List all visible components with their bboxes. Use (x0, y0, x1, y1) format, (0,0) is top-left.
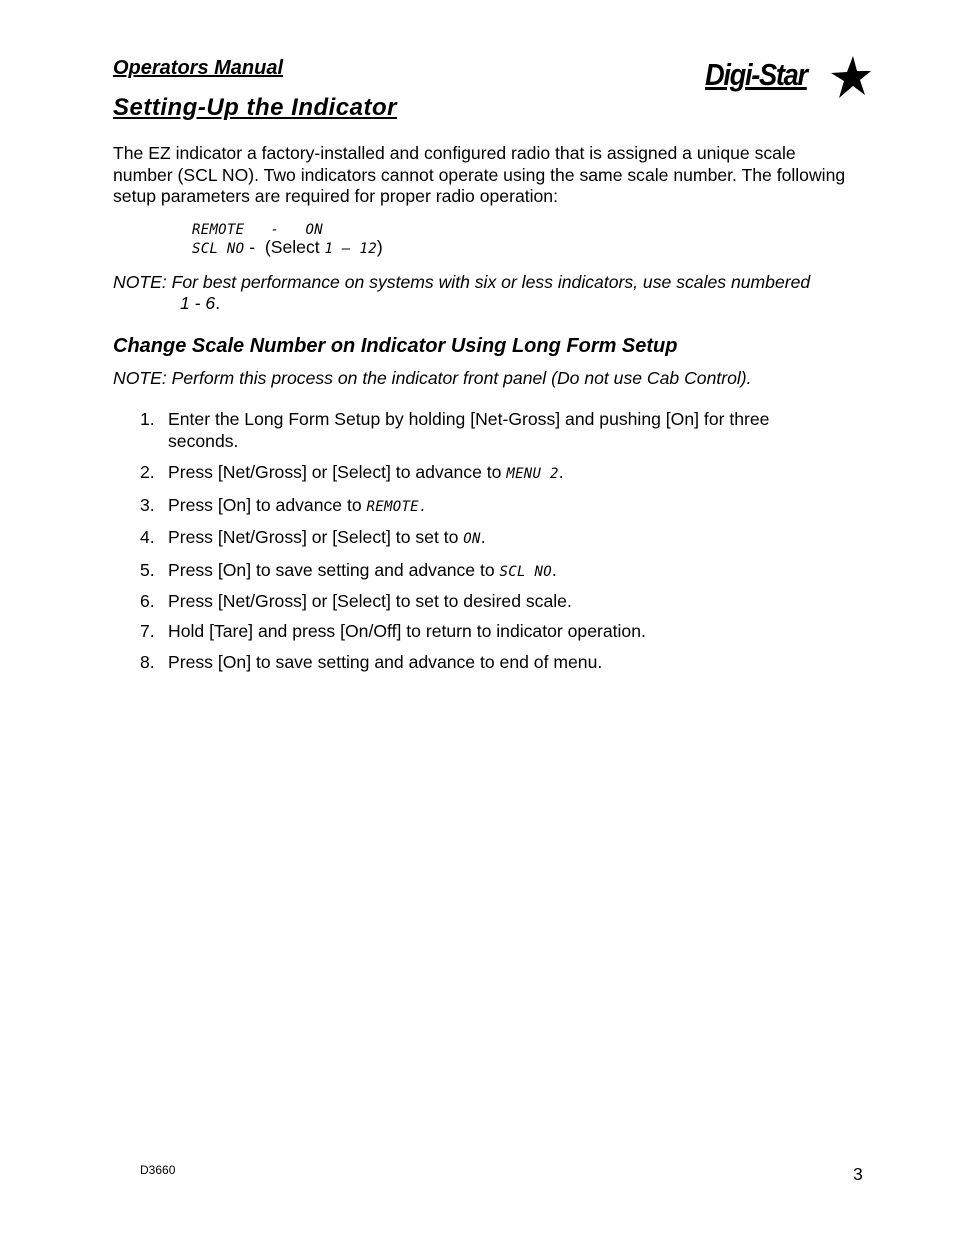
note-front-panel: NOTE: Perform this process on the indicator front panel (Do not use Cab Control). (113, 368, 752, 388)
subsection-title: Change Scale Number on Indicator Using Long Form Setup (113, 335, 678, 357)
segment-display-text: MENU 2 (506, 466, 559, 482)
logo-text: Digi-Star (705, 57, 807, 92)
step-number: 8. (140, 652, 155, 672)
segment-display-text: 1 – 12 (324, 241, 377, 257)
step-text-pre: Press [Net/Gross] or [Select] to set to (168, 527, 464, 547)
note-range: 1 - 6 (180, 293, 216, 313)
step-number: 3. (140, 495, 155, 515)
step-text-pre: Press [On] to advance to (168, 495, 367, 515)
list-item (140, 559, 557, 581)
digi-star-logo (705, 55, 870, 101)
param-text: ) (376, 237, 383, 257)
step-text-post: . (558, 462, 564, 482)
step-text (168, 526, 828, 550)
step-text-post: . (480, 527, 486, 547)
step-text-pre: Press [On] to save setting and advance to (168, 560, 500, 580)
document-code: D3660 (140, 1163, 176, 1177)
param-text: - (Select (244, 237, 325, 257)
step-number: 2. (140, 462, 155, 482)
step-text-pre: Press [Net/Gross] or [Select] to advance to (168, 462, 507, 482)
segment-display-text: SCL NO (192, 241, 245, 257)
segment-display-text: REMOTE - ON (192, 222, 323, 238)
list-item (140, 620, 646, 642)
step-number: 1. (140, 409, 155, 429)
step-number: 6. (140, 591, 155, 611)
list-item (140, 461, 564, 483)
step-text (168, 494, 828, 518)
step-number: 4. (140, 527, 155, 547)
step-text: Hold [Tare] and press [On/Off] to return to indicator operation. (168, 621, 646, 641)
step-text: Press [On] to save setting and advance to end of menu. (168, 652, 603, 672)
note-period: . (215, 293, 221, 313)
star-icon (827, 55, 871, 99)
page-number: 3 (853, 1164, 863, 1184)
note-performance-cont (180, 293, 220, 315)
segment-display-text: SCL NO (499, 564, 552, 580)
list-item (140, 408, 770, 451)
list-item (140, 651, 603, 673)
note-performance: NOTE: For best performance on systems with six or less indicators, use scales numbered (113, 272, 811, 292)
segment-display-text: ON (463, 531, 481, 547)
step-number: 7. (140, 621, 155, 641)
step-text: Enter the Long Form Setup by holding [Net-Gross] and pushing [On] for three seconds. (168, 409, 770, 451)
manual-title: Operators Manual (113, 57, 284, 79)
intro-paragraph: The EZ indicator a factory-installed and configured radio that is assigned a unique scale number (SCL NO). Two indicators cannot operate using the same scale number. The following setup parameters are required for proper radio operation: (113, 143, 846, 206)
step-text (168, 559, 828, 583)
step-text-post: . (551, 560, 557, 580)
section-title: Setting-Up the Indicator (113, 94, 397, 121)
param-scl-line (192, 237, 383, 258)
step-text (168, 461, 828, 485)
segment-display-text: REMOTE. (366, 499, 428, 515)
list-item (140, 590, 572, 612)
list-item (140, 494, 428, 516)
param-remote-line (192, 218, 323, 239)
list-item (140, 526, 486, 548)
step-number: 5. (140, 560, 155, 580)
step-text: Press [Net/Gross] or [Select] to set to desired scale. (168, 591, 572, 611)
